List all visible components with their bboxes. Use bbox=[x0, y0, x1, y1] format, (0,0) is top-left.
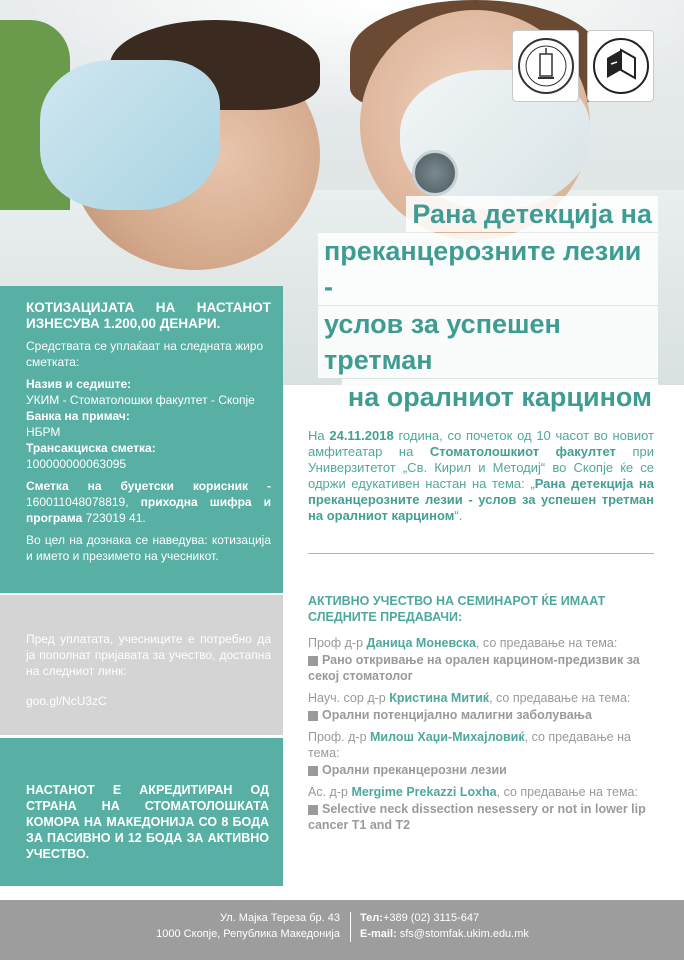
speaker-name: Кристина Митиќ bbox=[389, 691, 490, 705]
event-intro bbox=[308, 428, 654, 524]
phone-line bbox=[360, 910, 580, 926]
speaker-name: Милош Хаџи-Михајловиќ bbox=[370, 730, 525, 744]
title-line-1: Рана детекција на bbox=[406, 196, 658, 232]
footer bbox=[0, 900, 684, 960]
fee-heading: КОТИЗАЦИЈАТА НА НАСТАНОТ ИЗНЕСУВА 1.200,00 ДЕНАРИ. bbox=[26, 300, 271, 331]
speaker-suffix: , со предавање на тема: bbox=[308, 730, 631, 760]
payment-note: Во цел на дознака се наведува: котизација и името и презимето на учесникот. bbox=[26, 533, 271, 563]
registration-text: Пред уплатата, учесниците е потребно да ја пополнат пријавата за учество, достапна на следниот линк: bbox=[26, 632, 271, 678]
surgical-mask-blue bbox=[40, 60, 220, 210]
speaker-title: Ас. д-р bbox=[308, 785, 348, 799]
budget-block bbox=[26, 478, 271, 526]
payee-label: Назив и седиште: bbox=[26, 377, 132, 391]
title-line-3: услов за успешен третман bbox=[318, 306, 658, 378]
dental-mirror-icon bbox=[412, 150, 458, 196]
bank-label: Банка на примач: bbox=[26, 409, 130, 423]
university-seal-icon bbox=[512, 30, 579, 102]
speaker-item bbox=[308, 784, 654, 833]
speaker-item bbox=[308, 690, 654, 723]
income-value: 723019 41. bbox=[85, 511, 146, 525]
event-topic: Рана детекција на преканцерозните лезии - услов за успешен третман на оралниот карцином bbox=[308, 476, 654, 523]
account-value: 100000000063095 bbox=[26, 457, 127, 471]
speaker-topic-text: Selective neck dissection nesessery or not in lower lip cancer T1 and T2 bbox=[308, 802, 646, 832]
speaker-item bbox=[308, 729, 654, 778]
event-date: 24.11.2018 bbox=[329, 428, 394, 443]
intro-text-2: година, со почеток од 10 часот во новиот амфитеатар на bbox=[308, 428, 654, 459]
fee-panel bbox=[0, 286, 283, 593]
speaker-topic-text: Рано откривање на орален карцином-предизвик за секој стоматолог bbox=[308, 653, 640, 683]
budget-label: Сметка на буџетски корисник - bbox=[26, 479, 271, 493]
dental-faculty-logo-icon bbox=[587, 30, 654, 102]
footer-contact bbox=[360, 910, 580, 942]
account-label: Трансакциска сметка: bbox=[26, 441, 156, 455]
phone-label: Тел: bbox=[360, 912, 383, 924]
speakers-list bbox=[308, 593, 654, 839]
square-bullet-icon bbox=[308, 711, 318, 721]
speaker-topic-text: Орални преканцерозни лезии bbox=[322, 763, 507, 777]
speaker-item bbox=[308, 635, 654, 684]
registration-link[interactable]: goo.gl/NcU3zC bbox=[26, 694, 107, 708]
address-line-1: Ул. Мајка Тереза бр. 43 bbox=[219, 912, 340, 924]
fee-intro: Средствата се уплаќаат на следната жиро сметката: bbox=[26, 339, 264, 369]
registration-panel bbox=[0, 595, 283, 735]
speaker-suffix: , со предавање на тема: bbox=[496, 785, 638, 799]
speaker-topic bbox=[308, 652, 654, 684]
square-bullet-icon bbox=[308, 805, 318, 815]
speaker-title: Науч. сор д-р bbox=[308, 691, 386, 705]
speaker-title: Проф. д-р bbox=[308, 730, 367, 744]
speaker-topic bbox=[308, 762, 654, 778]
square-bullet-icon bbox=[308, 656, 318, 666]
bank-value: НБРМ bbox=[26, 425, 61, 439]
email-value[interactable]: sfs@stomfak.ukim.edu.mk bbox=[399, 928, 529, 940]
event-title bbox=[318, 196, 658, 416]
title-line-4: на оралниот карцином bbox=[342, 379, 658, 415]
accreditation-panel bbox=[0, 738, 283, 886]
divider bbox=[308, 553, 654, 554]
event-venue: Стоматолошкиот факултет bbox=[429, 444, 616, 459]
footer-separator bbox=[350, 912, 351, 942]
speakers-heading: АКТИВНО УЧЕСТВО НА СЕМИНАРОТ ЌЕ ИМААТ СЛЕДНИТЕ ПРЕДАВАЧИ: bbox=[308, 594, 606, 624]
intro-text-3: при Универзитетот „Св. Кирил и Методиј“ во Скопје ќе се одржи едукативен настан на тема: „ bbox=[308, 444, 654, 491]
income-label: приходна шифра и програма bbox=[26, 495, 271, 525]
speaker-suffix: , со предавање на тема: bbox=[489, 691, 631, 705]
accreditation-text: НАСТАНОТ Е АКРЕДИТИРАН ОД СТРАНА НА СТОМАТОЛОШКАТА КОМОРА НА МАКЕДОНИЈА СО 8 БОДА ЗА ПАСИВНО И 12 БОДА ЗА АКТИВНО УЧЕСТВО. bbox=[26, 783, 269, 861]
phone-value[interactable]: +389 (02) 3115-647 bbox=[382, 912, 480, 924]
email-label: E-mail: bbox=[360, 928, 397, 940]
speaker-name: Даница Моневска bbox=[366, 636, 476, 650]
payee-value: УКИМ - Стоматолошки факултет - Скопје bbox=[26, 393, 255, 407]
speaker-title: Проф д-р bbox=[308, 636, 364, 650]
speaker-topic-text: Орални потенцијално малигни заболувања bbox=[322, 708, 592, 722]
square-bullet-icon bbox=[308, 766, 318, 776]
intro-text-1: На bbox=[308, 428, 325, 443]
footer-address bbox=[150, 910, 340, 942]
email-line bbox=[360, 926, 580, 942]
logos bbox=[512, 30, 654, 104]
title-line-2: преканцерозните лезии - bbox=[318, 233, 658, 305]
budget-value: 160011048078819, bbox=[26, 495, 129, 509]
speaker-topic bbox=[308, 801, 654, 833]
speaker-topic bbox=[308, 707, 654, 723]
speaker-name: Mergime Prekazzi Loxha bbox=[351, 785, 497, 799]
address-line-2: 1000 Скопје, Република Македонија bbox=[156, 928, 340, 940]
intro-text-4: “. bbox=[454, 508, 463, 523]
speaker-suffix: , со предавање на тема: bbox=[475, 636, 618, 650]
payee-block bbox=[26, 376, 271, 472]
